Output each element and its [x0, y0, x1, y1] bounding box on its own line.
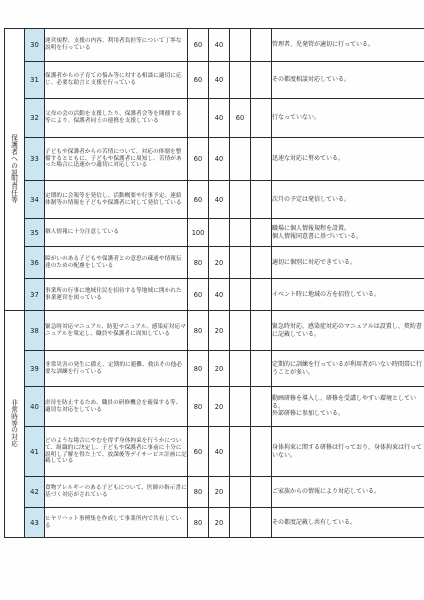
row-number: 37 — [25, 279, 45, 311]
item-description: ヒヤリハット事例集を作成して事業所内で共有している — [45, 508, 188, 538]
rating-cell: 60 — [230, 99, 251, 138]
table-row — [5, 311, 424, 351]
rating-cell — [251, 387, 272, 427]
item-description: 障がいのある子どもや保護者との意思の疎通や情報伝達のための配慮をしている — [45, 247, 188, 279]
table-row — [5, 181, 424, 219]
rating-cell: 60 — [188, 279, 209, 311]
rating-cell: 40 — [209, 29, 230, 62]
rating-cell — [230, 62, 251, 99]
rating-cell — [230, 387, 251, 427]
rating-cell: 20 — [209, 311, 230, 351]
rating-cell: 60 — [188, 138, 209, 181]
comment-cell: 次月の予定は発信している。 — [272, 181, 424, 219]
row-number: 38 — [25, 311, 45, 351]
rating-cell — [251, 181, 272, 219]
rating-cell — [230, 508, 251, 538]
item-description: 保護者からの子育ての悩み等に対する相談に適切に応じ、必要な助言と支援を行っている — [45, 62, 188, 99]
comment-cell: 動画研修を導入し、研修を受講しやすい環境としている。 外部研修に参加している。 — [272, 387, 424, 427]
table-row — [5, 508, 424, 538]
item-description: 定期的に会報等を発信し、活動概要や行事予定、連絡体制等の情報を子どもや保護者に対して発信している — [45, 181, 188, 219]
category-label: 非常時等の対応 — [11, 398, 18, 449]
rating-cell — [251, 219, 272, 247]
item-description: 虐待を防止するため、職員の研修機会を確保する等、適切な対応をしている — [45, 387, 188, 427]
comment-cell: 管理者、児発管が適切に行っている。 — [272, 29, 424, 62]
table-row — [5, 477, 424, 508]
item-description: 子どもや保護者からの苦情について、対応の体制を整備するとともに、子どもや保護者に周知し、苦情があった場合に迅速かつ適切に対応している — [45, 138, 188, 181]
comment-cell: イベント時に地域の方を招待している。 — [272, 279, 424, 311]
rating-cell — [251, 311, 272, 351]
comment-cell: 適切に個別に対応できている。 — [272, 247, 424, 279]
rating-cell: 20 — [209, 508, 230, 538]
item-description: 父母の会の活動を支援したり、保護者会等を開催する等により、保護者同士の連携を支援している — [45, 99, 188, 138]
row-number: 39 — [25, 351, 45, 387]
rating-cell — [230, 181, 251, 219]
rating-cell: 60 — [188, 29, 209, 62]
item-description: 食物アレルギーのある子どもについて、医師の指示書に基づく対応がされている — [45, 477, 188, 508]
rating-cell: 100 — [188, 219, 209, 247]
row-number: 32 — [25, 99, 45, 138]
comment-cell: 身体拘束に関する研修は行っており、身体拘束は行っていない。 — [272, 427, 424, 477]
rating-cell — [230, 427, 251, 477]
item-description: 非常災害の発生に備え、定期的に避難、救出その他必要な訓練を行っている — [45, 351, 188, 387]
rating-cell: 80 — [188, 387, 209, 427]
rating-cell — [251, 508, 272, 538]
row-number: 34 — [25, 181, 45, 219]
rating-cell — [230, 279, 251, 311]
row-number: 42 — [25, 477, 45, 508]
comment-cell: ご家族からの情報により対応している。 — [272, 477, 424, 508]
table-row — [5, 247, 424, 279]
row-number: 41 — [25, 427, 45, 477]
rating-cell — [251, 427, 272, 477]
rating-cell — [251, 29, 272, 62]
rating-cell — [230, 219, 251, 247]
table-row — [5, 219, 424, 247]
rating-cell: 80 — [188, 311, 209, 351]
rating-cell: 20 — [209, 247, 230, 279]
row-number: 30 — [25, 29, 45, 62]
comment-cell: その都度記載し共有している。 — [272, 508, 424, 538]
rating-cell — [251, 62, 272, 99]
rating-cell: 40 — [209, 138, 230, 181]
table-row — [5, 62, 424, 99]
rating-cell — [188, 99, 209, 138]
row-number: 33 — [25, 138, 45, 181]
rating-cell — [230, 138, 251, 181]
row-number: 40 — [25, 387, 45, 427]
item-description: 運営規程、支援の内容、利用者負担等について丁寧な説明を行っている — [45, 29, 188, 62]
rating-cell: 40 — [209, 99, 230, 138]
rating-cell: 80 — [188, 247, 209, 279]
rating-cell — [251, 279, 272, 311]
item-description: 事業所の行事に地域住民を招待する等地域に開かれた事業運営を図っている — [45, 279, 188, 311]
rating-cell: 20 — [209, 351, 230, 387]
rating-cell — [209, 219, 230, 247]
rating-cell — [251, 138, 272, 181]
rating-cell — [251, 247, 272, 279]
rating-cell: 40 — [209, 427, 230, 477]
rating-cell: 60 — [188, 62, 209, 99]
table-row — [5, 351, 424, 387]
rating-cell — [230, 477, 251, 508]
rating-cell — [230, 311, 251, 351]
table-row — [5, 279, 424, 311]
item-description: どのような場合にやむを得ず身体拘束を行うかについて、組織的に決定し、子どもや保護者に事前に十分に説明し了解を得た上で、放課後等デイサービス計画に記載している — [45, 427, 188, 477]
rating-cell: 40 — [209, 181, 230, 219]
category-label: 保護者への説明責任等 — [11, 133, 18, 205]
rating-cell — [251, 477, 272, 508]
rating-cell: 20 — [209, 387, 230, 427]
comment-cell: 行なっていない。 — [272, 99, 424, 138]
rating-cell — [230, 351, 251, 387]
rating-cell: 60 — [188, 427, 209, 477]
table-row — [5, 99, 424, 138]
evaluation-table — [4, 28, 424, 538]
table-row — [5, 138, 424, 181]
comment-cell: 迅速な対応に努めている。 — [272, 138, 424, 181]
category-cell-guardian — [5, 29, 25, 311]
item-description: 個人情報に十分注意している — [45, 219, 188, 247]
row-number: 43 — [25, 508, 45, 538]
row-number: 36 — [25, 247, 45, 279]
rating-cell: 80 — [188, 477, 209, 508]
rating-cell: 60 — [188, 181, 209, 219]
table-row — [5, 387, 424, 427]
table-row — [5, 29, 424, 62]
comment-cell: 定期的に訓練を行っているが利用者がいない時間帯に行うことが多い。 — [272, 351, 424, 387]
item-description: 緊急時対応マニュアル、防犯マニュアル、感染症対応マニュアルを策定し、職員や保護者に周知している — [45, 311, 188, 351]
comment-cell: 緊急時対応、感染症対応のマニュアルは設置し、契約書に記載している。 — [272, 311, 424, 351]
rating-cell: 40 — [209, 279, 230, 311]
rating-cell: 80 — [188, 351, 209, 387]
row-number: 35 — [25, 219, 45, 247]
comment-cell: その都度相談対応している。 — [272, 62, 424, 99]
table-row — [5, 427, 424, 477]
rating-cell: 40 — [209, 62, 230, 99]
rating-cell — [230, 29, 251, 62]
rating-cell: 80 — [188, 508, 209, 538]
rating-cell: 20 — [209, 477, 230, 508]
row-number: 31 — [25, 62, 45, 99]
rating-cell — [251, 99, 272, 138]
rating-cell — [251, 351, 272, 387]
category-cell-emergency — [5, 311, 25, 538]
comment-cell: 職場に個人情報規程を設置。 個人情報同意書に基づいている。 — [272, 219, 424, 247]
rating-cell — [230, 247, 251, 279]
